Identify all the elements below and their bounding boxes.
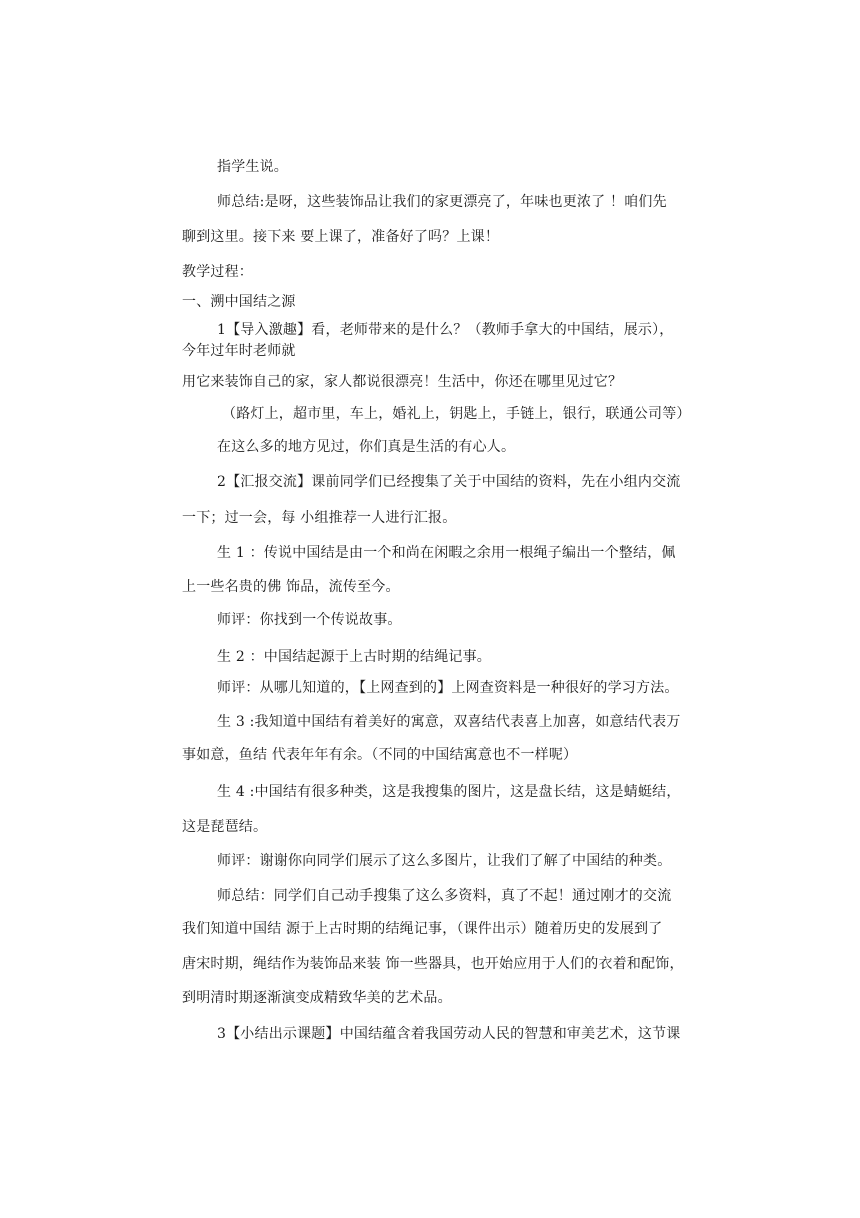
text-line: 我们知道中国结 源于上古时期的结绳记事，（课件出示）随着历史的发展到了 [182,921,663,937]
text-line: 上一些名贵的佛 饰品，流传至今。 [182,579,400,595]
text-line: 事如意，鱼结 代表年年有余。（不同的中国结寓意也不一样呢） [182,747,578,763]
section-heading: 一、溯中国结之源 [182,294,296,310]
text-line: 生 4 :中国结有很多种类，这是我搜集的图片，这是盘长结，这是蜻蜓结， [217,784,681,800]
text-line: 师总结:是呀，这些装饰品让我们的家更漂亮了，年味也更浓了 ！咱们先 [217,194,667,210]
text-line: 在这么多的地方见过，你们真是生活的有心人。 [217,439,516,455]
text-line: 这是琵琶结。 [182,819,268,835]
text-line: 聊到这里。接下来 要上课了，准备好了吗？上课！ [182,229,500,245]
text-line: 3【小结出示课题】中国结蕴含着我国劳动人民的智慧和审美艺术，这节课 [217,1026,681,1042]
text-line: 唐宋时期，绳结作为装饰品来装 饰一些器具，也开始应用于人们的衣着和配饰， [182,956,684,972]
text-line: 今年过年时老师就 [182,343,296,359]
text-line: 一下；过一会，每 小组推荐一人进行汇报。 [182,510,457,526]
text-line: 师总结：同学们自己动手搜集了这么多资料，真了不起！通过刚才的交流 [217,888,672,904]
text-line: 师评：谢谢你向同学们展示了这么多图片，让我们了解了中国结的种类。 [217,853,672,869]
section-label: 教学过程： [182,264,253,280]
text-line: 师评：从哪儿知道的，【上网查到的】上网查资料是一种很好的学习方法。 [217,680,679,696]
text-line: 用它来装饰自己的家，家人都说很漂亮！生活中，你还在哪里见过它？ [182,374,623,390]
text-line: 生 3 :我知道中国结有着美好的寓意，双喜结代表喜上加喜，如意结代表万 [217,714,681,730]
text-line: （路灯上，超市里，车上，婚礼上，钥匙上，手链上，银行，联通公司等） [222,406,691,422]
text-line: 师评：你找到一个传说故事。 [217,612,402,628]
text-line: 指学生说。 [217,159,288,175]
text-line: 到明清时期逐渐演变成精致华美的艺术品。 [182,990,452,1006]
text-line: 生 2 ：中国结起源于上古时期的结绳记事。 [217,649,492,665]
text-line: 2【汇报交流】课前同学们已经搜集了关于中国结的资料，先在小组内交流 [217,474,681,490]
text-line: 生 1 ：传说中国结是由一个和尚在闲暇之余用一根绳子编出一个整结，佩 [217,545,676,561]
text-line: 1【导入激趣】看，老师带来的是什么？（教师手拿大的中国结，展示）， [217,322,674,338]
